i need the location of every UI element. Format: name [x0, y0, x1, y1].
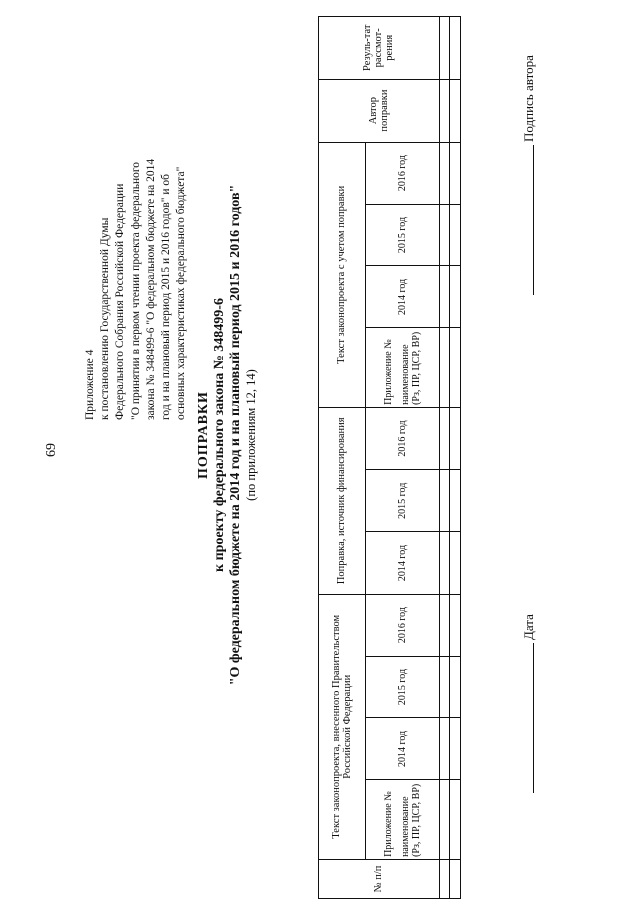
header-2016: 2016 год	[365, 594, 439, 656]
title-law-name: "О федеральном бюджете на 2014 год и на плановый период 2015 и 2016 годов"	[228, 184, 243, 686]
signature-label: Подпись автора	[521, 55, 536, 142]
header-government-text: Текст законопроекта, внесенного Правительством Российской Федерации	[319, 594, 366, 859]
header-2014: 2014 год	[365, 718, 439, 780]
appendix-line: закона № 348499-6 "О федеральном бюджете на 2014	[144, 158, 157, 420]
header-amendment: Поправка, источник финансирования	[319, 407, 366, 594]
document-title	[196, 115, 259, 755]
page-number: 69	[44, 443, 59, 457]
header-author: Автор поправки	[319, 79, 440, 142]
amendments-table	[318, 16, 461, 899]
header-2016: 2016 год	[365, 142, 439, 204]
date-line	[533, 643, 534, 793]
appendix-line: год и на плановый период 2015 и 2016 годов" и об	[160, 174, 173, 420]
table-row	[450, 17, 461, 899]
appendix-line: Приложение 4	[84, 349, 96, 420]
date-label: Дата	[521, 614, 536, 640]
title-bill: к проекту федерального закона № 348499-6	[212, 298, 227, 572]
header-appendix-name-1: Приложение № наименование (Рз, ПР, ЦСР, ВР)	[365, 780, 439, 860]
header-2015: 2015 год	[365, 656, 439, 718]
appendix-line: Федерального Собрания Российской Федерации	[114, 183, 127, 420]
header-num: № п/п	[319, 859, 440, 898]
header-2015: 2015 год	[365, 470, 439, 532]
appendix-line: к постановлению Государственной Думы	[99, 217, 112, 420]
header-2016: 2016 год	[365, 407, 439, 469]
header-text-with-amendment: Текст законопроекта с учетом поправки	[319, 142, 366, 407]
appendix-note	[83, 0, 189, 420]
appendix-line: "О принятии в первом чтении проекта федерального	[129, 161, 142, 420]
header-result: Резуль-тат рассмот-рения	[319, 17, 440, 80]
header-2015: 2015 год	[365, 204, 439, 266]
appendix-line: основных характеристиках федерального бюджета"	[175, 166, 188, 420]
header-appendix-name-2: Приложение № наименование (Рз, ПР, ЦСР, ВР)	[365, 328, 439, 408]
title-appendices: (по приложениям 12, 14)	[244, 369, 258, 501]
header-2014: 2014 год	[365, 532, 439, 594]
table-row	[439, 17, 450, 899]
header-2014: 2014 год	[365, 266, 439, 328]
signature-line	[533, 145, 534, 295]
title-heading: ПОПРАВКИ	[196, 391, 211, 479]
